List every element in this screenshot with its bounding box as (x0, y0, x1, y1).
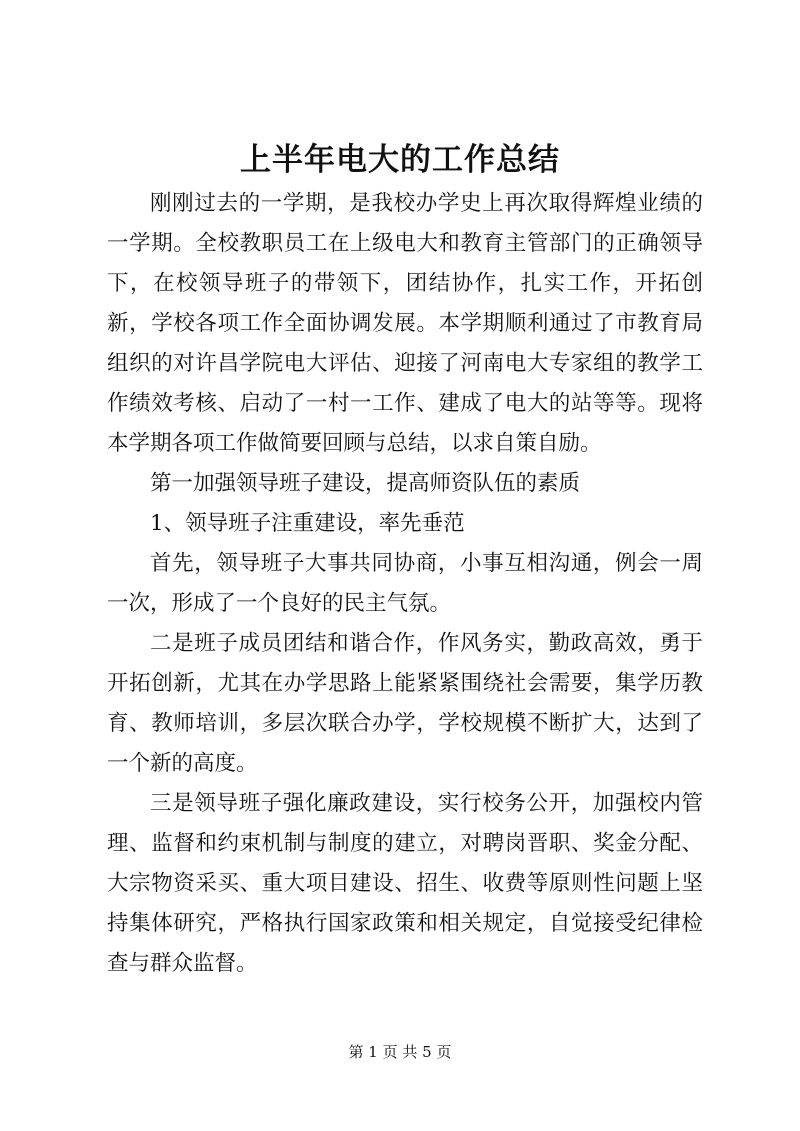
paragraph-first-point: 首先，领导班子大事共同协商，小事互相沟通，例会一周一次，形成了一个良好的民主气氛。 (107, 551, 703, 616)
paragraph-subheading-1: 1、领导班子注重建设，率先垂范 (150, 511, 465, 536)
page-footer: 第 1 页 共 5 页 (348, 1043, 452, 1061)
paragraph-heading-1: 第一加强领导班子建设，提高师资队伍的素质 (150, 471, 581, 496)
document-body (107, 184, 703, 984)
document-title: 上半年电大的工作总结 (240, 142, 560, 178)
paragraph-second-point: 二是班子成员团结和谐合作，作风务实，勤政高效，勇于开拓创新，尤其在办学思路上能紧紧围绕社会需要，集学历教育、教师培训，多层次联合办学，学校规模不断扩大，达到了一个新的高度。 (107, 631, 703, 776)
paragraph-third-point: 三是领导班子强化廉政建设，实行校务公开，加强校内管理、监督和约束机制与制度的建立，对聘岗晋职、奖金分配、大宗物资采买、重大项目建设、招生、收费等原则性问题上坚持集体研究，严格执行国家政策和相关规定，自觉接受纪律检查与群众监督。 (107, 791, 703, 976)
paragraph-intro: 刚刚过去的一学期，是我校办学史上再次取得辉煌业绩的一学期。全校教职员工在上级电大和教育主管部门的正确领导下，在校领导班子的带领下，团结协作，扎实工作，开拓创新，学校各项工作全面协调发展。本学期顺利通过了市教育局组织的对许昌学院电大评估、迎接了河南电大专家组的教学工作绩效考核、启动了一村一工作、建成了电大的站等等。现将本学期各项工作做简要回顾与总结，以求自策自励。 (107, 191, 703, 456)
